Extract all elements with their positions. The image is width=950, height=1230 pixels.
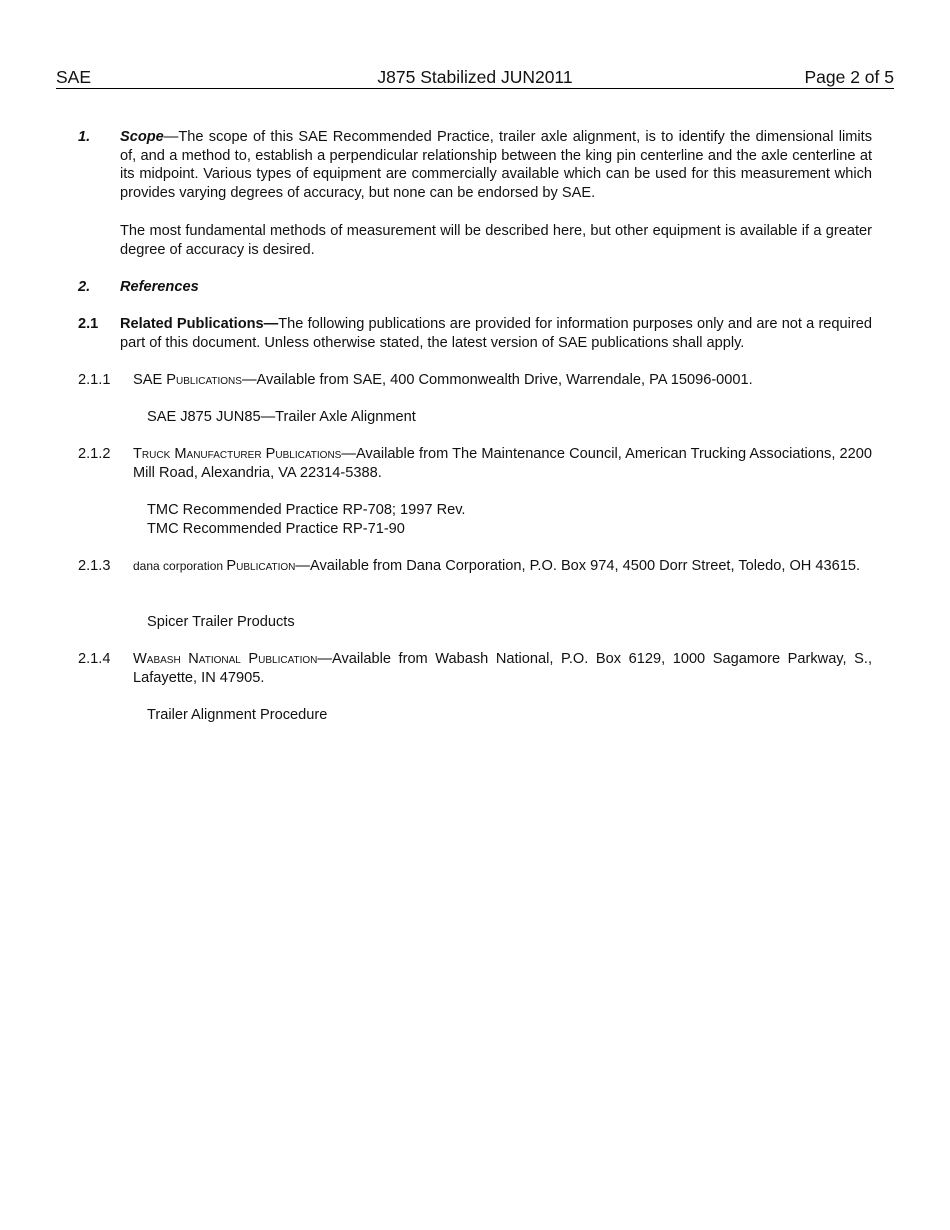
- dana-publication-paragraph: [133, 557, 872, 576]
- scope-text-2: The most fundamental methods of measurement will be described here, but other equipment is available if a greater degree of accuracy is desired.: [120, 223, 872, 258]
- section-title-lower: dana corporation: [133, 559, 227, 573]
- dana-publication-text: —Available from Dana Corporation, P.O. Box 974, 4500 Dorr Street, Toledo, OH 43615.: [295, 558, 861, 574]
- wabash-publication-text: —Available from Wabash National, P.O. Box 6129, 1000 Sagamore Parkway, S., Lafayette, IN 47905.: [133, 651, 872, 686]
- scope-paragraph-2: [120, 222, 872, 259]
- section-title: References: [120, 279, 199, 295]
- related-publications-paragraph: [120, 315, 872, 352]
- section-number: 2.1.1: [78, 372, 111, 388]
- page-header: [56, 66, 894, 89]
- section-number: 1.: [78, 129, 91, 145]
- reference-item: Trailer Alignment Procedure: [147, 707, 328, 723]
- truck-publications-paragraph: [133, 445, 872, 482]
- section-title: Publication: [226, 558, 296, 574]
- reference-item: TMC Recommended Practice RP-71-90: [147, 521, 405, 537]
- related-publications-text: The following publications are provided for information purposes only and are not a required part of this document. Unless otherwise stated, the latest version of SAE publications shall apply.: [120, 316, 872, 351]
- wabash-publication-paragraph: [133, 650, 872, 687]
- title-dash: —: [263, 316, 279, 332]
- reference-item: Spicer Trailer Products: [147, 614, 295, 630]
- section-number: 2.1.3: [78, 558, 111, 574]
- section-title: Truck Manufacturer Publications: [133, 446, 342, 462]
- section-number: 2.1.2: [78, 446, 111, 462]
- section-number: 2.: [78, 279, 91, 295]
- header-organization: SAE: [56, 67, 92, 87]
- reference-item: SAE J875 JUN85—Trailer Axle Alignment: [147, 409, 416, 425]
- sae-publications-text: —Available from SAE, 400 Commonwealth Drive, Warrendale, PA 15096-0001.: [241, 372, 753, 388]
- header-page-number: Page 2 of 5: [804, 67, 894, 87]
- truck-publications-text: —Available from The Maintenance Council, American Trucking Associations, 2200 Mill Road, Alexandria, VA 22314-5388.: [133, 446, 872, 481]
- scope-paragraph: [120, 128, 872, 202]
- section-title: Related Publications: [120, 316, 264, 332]
- section-title: SAE Publications: [133, 372, 242, 388]
- section-title: Scope: [120, 129, 164, 145]
- section-title: Wabash National Publication: [133, 651, 318, 667]
- section-number: 2.1.4: [78, 651, 111, 667]
- reference-item: TMC Recommended Practice RP-708; 1997 Rev.: [147, 502, 466, 518]
- section-number: 2.1: [78, 316, 99, 332]
- scope-text: The scope of this SAE Recommended Practice, trailer axle alignment, is to identify the dimensional limits of, and a method to, establish a perpendicular relationship between the king pin centerline and the axle centerline at its midpoint. Various types of equipment are commercially available which can be used for this measurement which provides varying degrees of accuracy, but none can be endorsed by SAE.: [120, 129, 872, 201]
- title-dash: —: [163, 129, 179, 145]
- sae-publications-paragraph: [133, 371, 872, 390]
- header-document-id: J875 Stabilized JUN2011: [377, 67, 573, 87]
